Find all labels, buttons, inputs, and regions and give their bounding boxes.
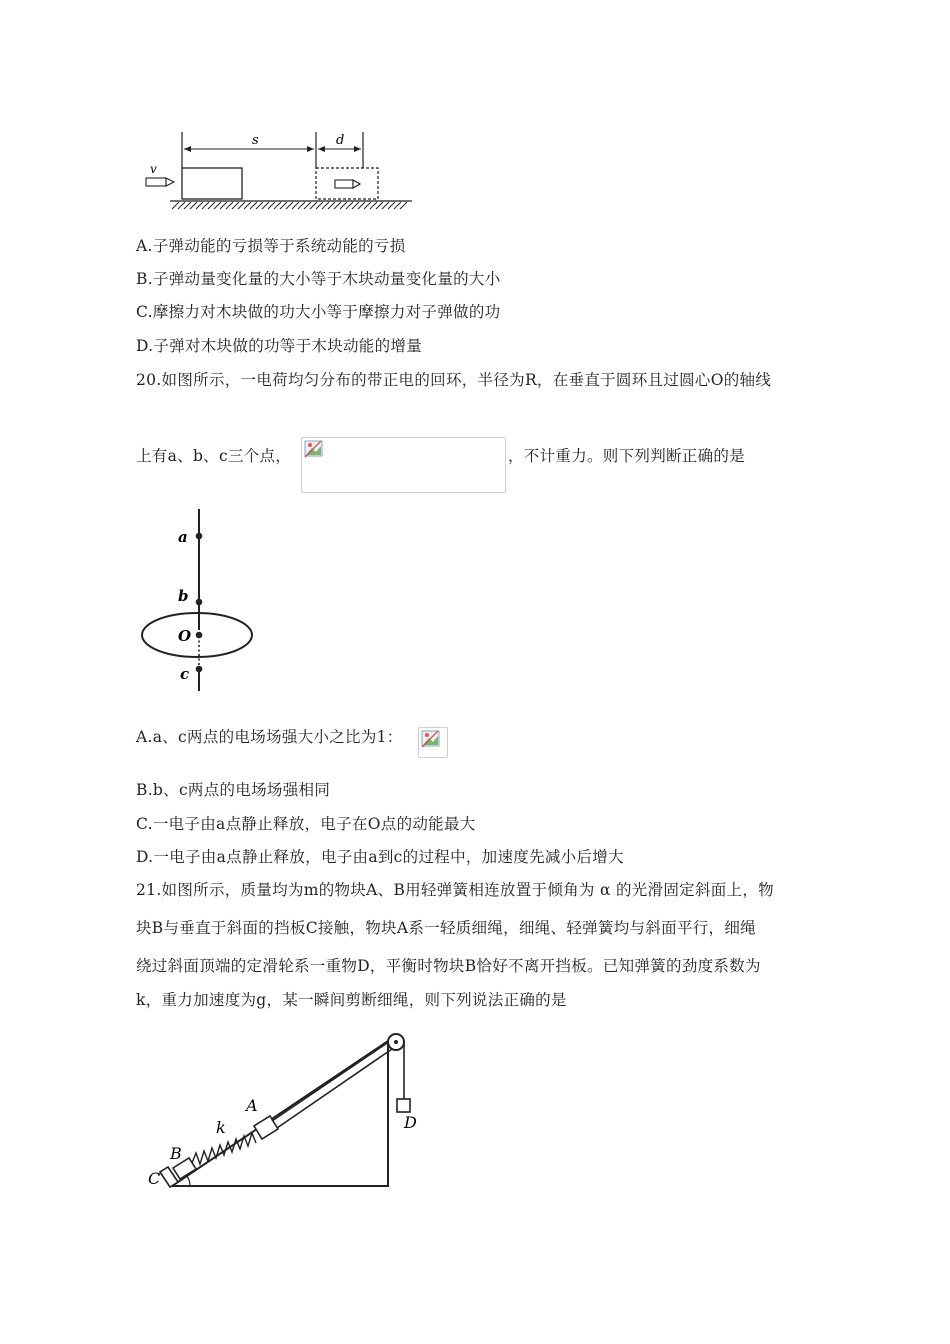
- q19-option-a: A.子弹动能的亏损等于系统动能的亏损: [136, 237, 406, 255]
- q21-stem-line3: 绕过斜面顶端的定滑轮系一重物D，平衡时物块B恰好不离开挡板。已知弹簧的劲度系数为: [136, 957, 761, 975]
- q20-stem-line2-after: ，不计重力。则下列判断正确的是: [508, 447, 746, 465]
- q21-stem-line1: 21.如图所示，质量均为m的物块A、B用轻弹簧相连放置于倾角为 α 的光滑固定斜面上，物: [136, 881, 774, 899]
- label-D: D: [404, 1113, 417, 1132]
- label-v: v: [150, 162, 157, 176]
- label-s: s: [252, 133, 259, 148]
- incline-spring-figure: [140, 1025, 440, 1195]
- label-k: k: [216, 1118, 226, 1137]
- q20-option-b: B.b、c两点的电场场强相同: [136, 781, 331, 799]
- q19-option-c: C.摩擦力对木块做的功大小等于摩擦力对子弹做的功: [136, 303, 501, 321]
- broken-image-inline: [418, 727, 448, 758]
- label-B: B: [170, 1144, 182, 1163]
- q20-stem-line1: 20.如图所示，一电荷均匀分布的带正电的回环，半径为R，在垂直于圆环且过圆心O的轴线: [136, 371, 772, 389]
- broken-image-placeholder: [301, 437, 506, 493]
- label-C: C: [148, 1169, 161, 1188]
- q20-option-a: A.a、c两点的电场场强大小之比为1：: [136, 728, 403, 746]
- q21-stem-line2: 块B与垂直于斜面的挡板C接触，物块A系一轻质细绳，细绳、轻弹簧均与斜面平行，细绳: [136, 919, 756, 937]
- q20-stem-line2-before: 上有a、b、c三个点，: [136, 447, 292, 465]
- label-A: A: [246, 1096, 258, 1115]
- q19-option-d: D.子弹对木块做的功等于木块动能的增量: [136, 337, 423, 355]
- point-c-label: c: [180, 665, 190, 683]
- broken-image-icon: [421, 730, 441, 748]
- broken-image-icon: [304, 440, 324, 458]
- q21-stem-line4: k，重力加速度为g，某一瞬间剪断细绳，则下列说法正确的是: [136, 991, 567, 1009]
- point-o-label: O: [178, 627, 192, 645]
- q19-option-b: B.子弹动量变化量的大小等于木块动量变化量的大小: [136, 270, 501, 288]
- q20-option-c: C.一电子由a点静止释放，电子在O点的动能最大: [136, 815, 476, 833]
- bullet-block-figure: [140, 126, 420, 216]
- point-b-label: b: [178, 587, 189, 605]
- charged-ring-figure: [136, 505, 266, 695]
- q20-option-d: D.一电子由a点静止释放，电子由a到c的过程中，加速度先减小后增大: [136, 848, 624, 866]
- point-a-label: a: [178, 528, 188, 546]
- label-d: d: [336, 133, 345, 148]
